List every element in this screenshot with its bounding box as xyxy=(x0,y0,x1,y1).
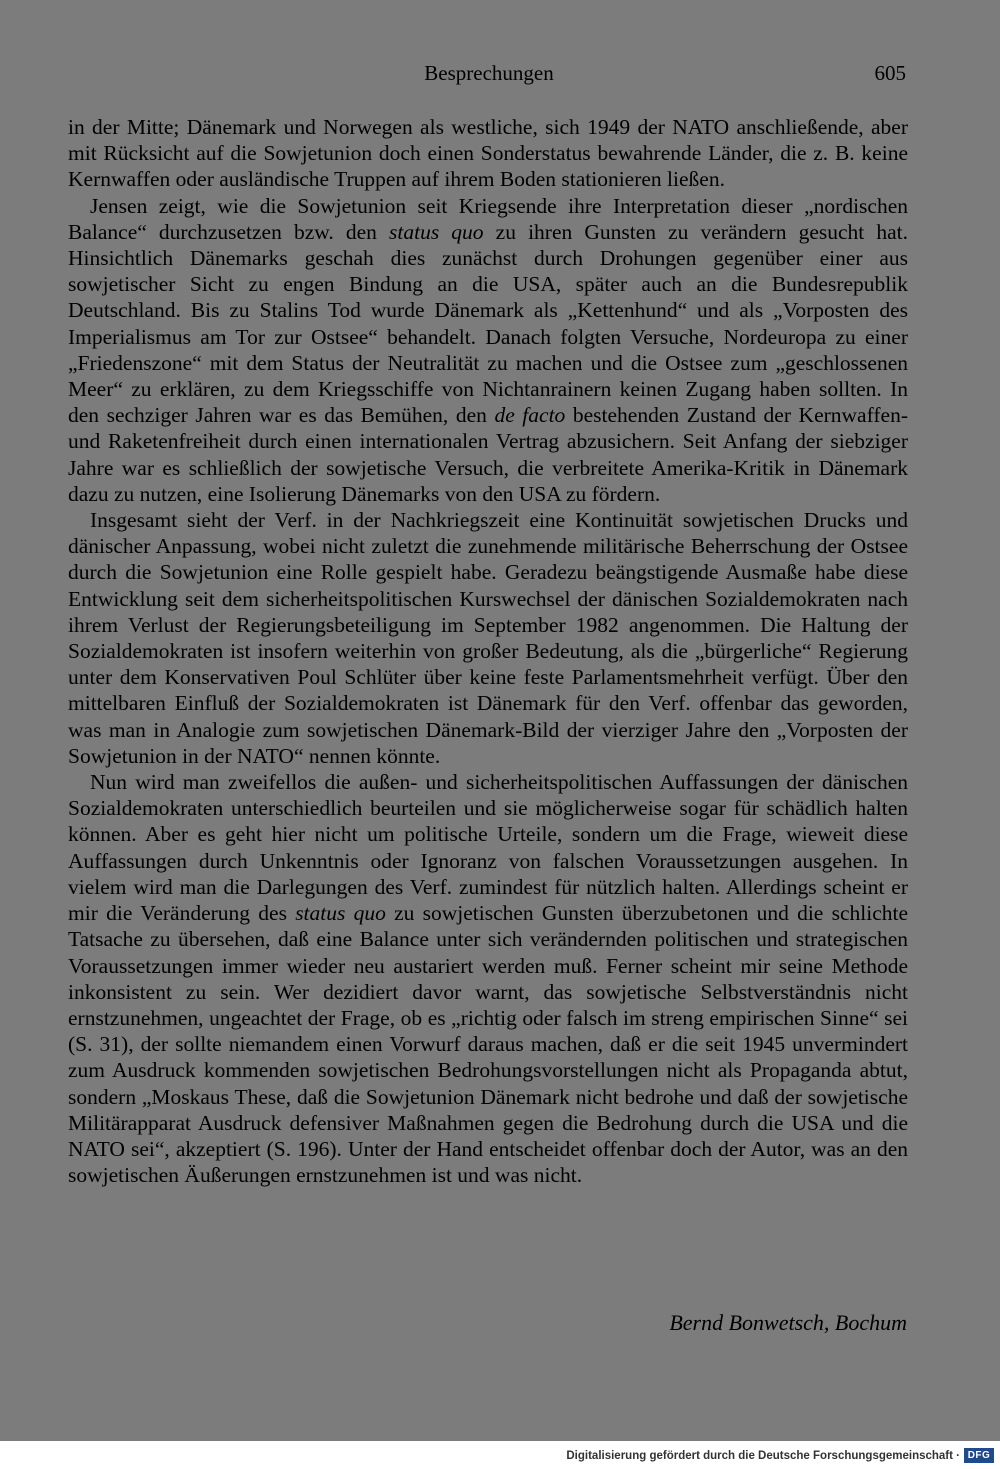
text-run: Nun wird man zweifellos die außen- und sicherheitspolitischen Auffassungen der dänischen Sozialdemokraten unterschiedlich beurteilen und sie möglicherweise sogar für schädlich halten können. Aber es geht hier nicht um politische Urteile, sondern um die Frage, wieweit diese Auffassungen durch Unkenntnis oder Ignoranz von falschen Voraussetzungen ausgehen. In vielem wird man die Darlegungen des Verf. zumindest für nützlich halten. Allerdings scheint er mir die Veränderung des xyxy=(68,770,908,926)
paragraph xyxy=(68,114,908,193)
italic-run: status quo xyxy=(389,219,484,244)
author-signature: Bernd Bonwetsch, Bochum xyxy=(669,1310,907,1335)
text-run: Jensen zeigt, wie die Sowjetunion seit Kriegsende ihre Interpretation dieser „nordischen Balance“ durchzusetzen bzw. den xyxy=(68,193,908,244)
funding-note: Digitalisierung gefördert durch die Deutsche Forschungsgemeinschaft · xyxy=(566,1450,960,1462)
text-run: zu ihren Gunsten zu verändern gesucht hat. Hinsichtlich Dänemarks geschah dies zunächst durch Drohungen gegenüber einer aus sowjetischer Sicht zu engen Bindung an die USA, später auch an die Bundesrepublik Deutschland. Bis zu Stalins Tod wurde Dänemark als „Kettenhund“ und als „Vorposten des Imperialismus am Tor zur Ostsee“ behandelt. Danach folgten Versuche, Nordeuropa zu einer „Friedenszone“ mit dem Status der Neutralität zu machen und die Ostsee zum „geschlossenen Meer“ zu erklären, zu dem Kriegsschiffe von Nichtanrainern keinen Zugang haben sollten. In den sechziger Jahren war es das Bemühen, den xyxy=(68,219,908,428)
paragraph xyxy=(68,507,908,769)
page-number: 605 xyxy=(874,61,906,85)
paragraph xyxy=(68,769,908,1188)
text-run: zu sowjetischen Gunsten überzubetonen und die schlichte Tatsache zu übersehen, daß eine Balance unter sich verändernden politischen und strategischen Voraussetzungen immer wieder neu austariert werden muß. Ferner scheint mir seine Methode inkonsistent zu sein. Wer dezidiert davor warnt, das sowjetische Selbstverständnis nicht ernstzunehmen, ungeachtet der Frage, ob es „richtig oder falsch im streng empirischen Sinne“ sei (S. 31), der sollte niemandem einen Vorwurf daraus machen, daß er die seit 1945 unvermindert zum Ausdruck kommenden sowjetischen Bedrohungsvorstellungen nicht als Propaganda abtut, sondern „Moskaus These, daß die Sowjetunion Dänemark nicht bedrohe und daß der sowjetische Militärapparat Ausdruck defensiver Maßnahmen gegen die Bedrohung durch die USA und die NATO sei“, akzeptiert (S. 196). Unter der Hand entscheidet offenbar doch der Autor, was an den sowjetischen Äußerungen ernstzunehmen ist und was nicht. xyxy=(68,901,908,1188)
running-head xyxy=(0,58,1000,88)
body-text xyxy=(68,114,908,1188)
text-run: bestehenden Zustand der Kernwaffen- und Raketenfreiheit durch einen internationalen Vertrag abzusichern. Seit Anfang der siebziger Jahre war es schließlich der sowjetische Versuch, die verbreitete Amerika-Kritik in Dänemark dazu zu nutzen, eine Isolierung Dänemarks von den USA zu fördern. xyxy=(68,403,908,506)
running-title: Besprechungen xyxy=(424,61,554,85)
text-run: Insgesamt sieht der Verf. in der Nachkriegszeit eine Kontinuität sowjetischen Drucks und dänischer Anpassung, wobei nicht zuletzt die zunehmende militärische Beherrschung der Ostsee durch die Sowjetunion eine Rolle gespielt habe. Geradezu beängstigende Ausmaße habe diese Entwicklung seit dem sicherheitspolitischen Kurswechsel der dänischen Sozialdemokraten nach ihrem Verlust der Regierungsbeteiligung im September 1982 angenommen. Die Haltung der Sozialdemokraten ist insofern weiterhin von großer Bedeutung, als die „bürgerliche“ Regierung unter dem Konservativen Poul Schlüter über keine feste Parlamentsmehrheit verfügt. Über den mittelbaren Einfluß der Sozialdemokraten ist Dänemark für den Verf. offenbar das geworden, was man in Analogie zum sowjetischen Dänemark-Bild der vierziger Jahre den „Vorposten der Sowjetunion in der NATO“ nennen könnte. xyxy=(68,508,908,768)
text-run: in der Mitte; Dänemark und Norwegen als westliche, sich 1949 der NATO anschließende, aber mit Rücksicht auf die Sowjetunion doch einen Sonderstatus bewahrende Länder, die z. B. keine Kernwaffen oder ausländische Truppen auf ihrem Boden stationieren ließen. xyxy=(68,115,908,192)
italic-run: de facto xyxy=(494,403,566,428)
italic-run: status quo xyxy=(295,901,386,926)
digitization-footer xyxy=(0,1441,1000,1469)
dfg-logo: DFG xyxy=(964,1448,994,1463)
paragraph xyxy=(68,193,908,507)
